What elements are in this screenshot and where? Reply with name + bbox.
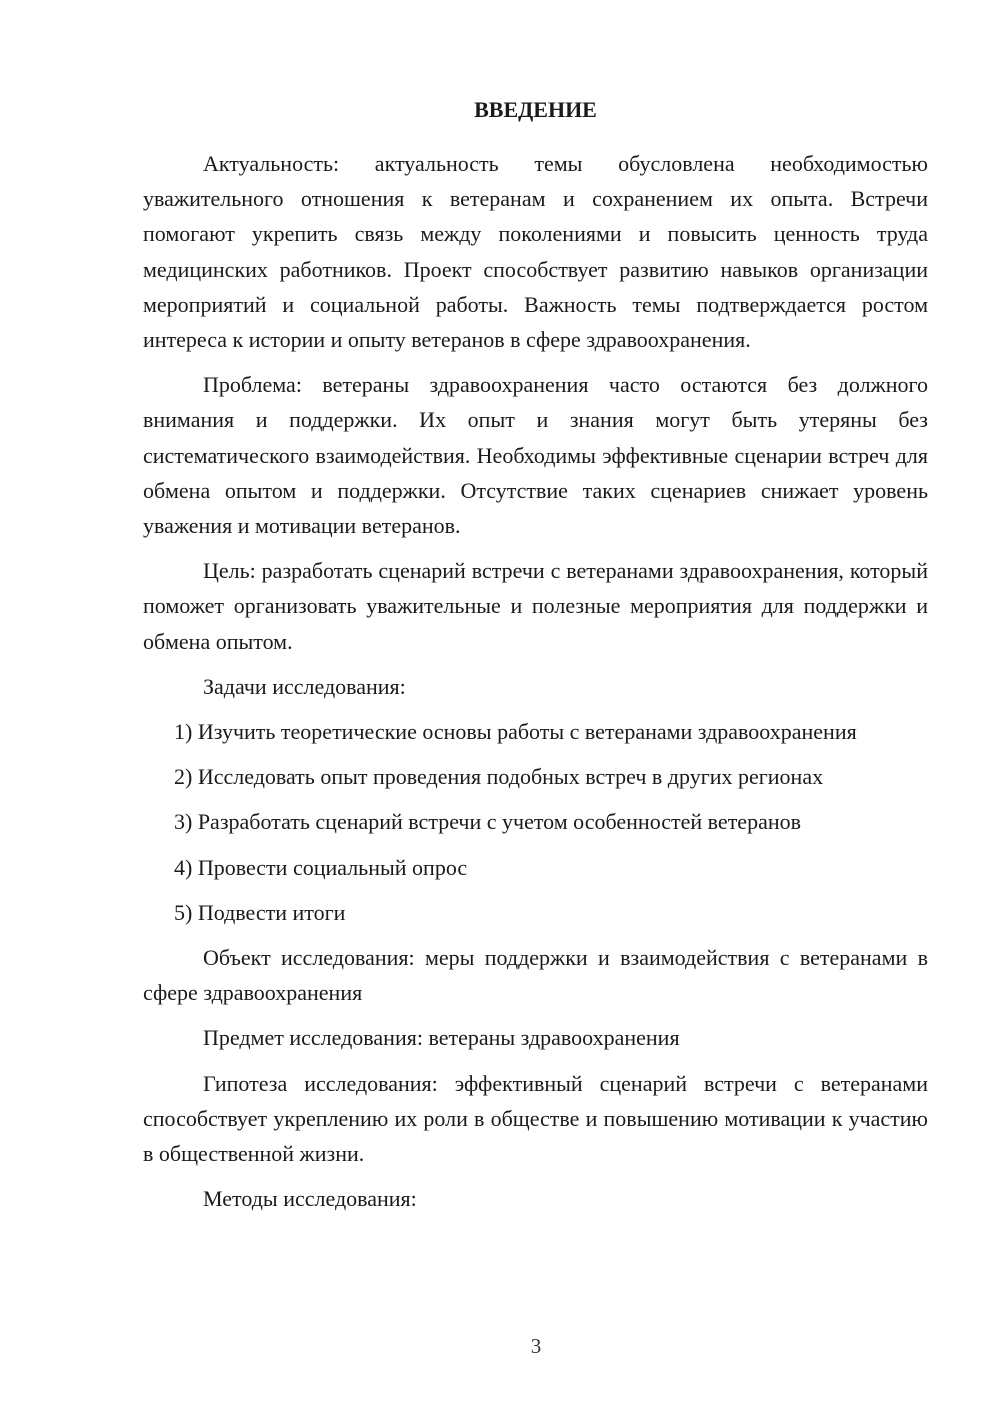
task-item-2: 2) Исследовать опыт проведения подобных встреч в других регионах (174, 764, 824, 790)
task-item-4: 4) Провести социальный опрос (174, 854, 468, 880)
document-page (143, 92, 928, 1226)
relevance-paragraph: Актуальность: актуальность темы обусловлена необходимостью уважительного отношения к ветеранам и сохранением их опыта. Встречи помогают укрепить связь между поколениями и повысить ценность труда медицинских работников. Проект способствует развитию навыков организации мероприятий и социальной работы. Важность темы подтверждается ростом интереса к истории и опыту ветеранов в сфере здравоохранения. (143, 151, 928, 353)
problem-paragraph: Проблема: ветераны здравоохранения часто остаются без должного внимания и поддержки. Их опыт и знания могут быть утеряны без систематического взаимодействия. Необходимы эффективные сценарии встреч для обмена опытом и поддержки. Отсутствие таких сценариев снижает уровень уважения и мотивации ветеранов. (143, 372, 928, 539)
task-item-5: 5) Подвести итоги (174, 899, 346, 925)
page-number: 3 (530, 1334, 542, 1358)
task-item-3: 3) Разработать сценарий встречи с учетом особенностей ветеранов (174, 809, 801, 835)
goal-paragraph: Цель: разработать сценарий встречи с ветеранами здравоохранения, который поможет организовать уважительные и полезные мероприятия для поддержки и обмена опытом. (143, 558, 928, 654)
subject-paragraph: Предмет исследования: ветераны здравоохранения (203, 1025, 680, 1051)
page-title: ВВЕДЕНИЕ (474, 97, 597, 122)
task-item-1: 1) Изучить теоретические основы работы с ветеранами здравоохранения (174, 719, 857, 745)
tasks-heading: Задачи исследования: (203, 673, 406, 699)
object-paragraph: Объект исследования: меры поддержки и взаимодействия с ветеранами в сфере здравоохранения (143, 945, 928, 1006)
methods-paragraph: Методы исследования: (203, 1186, 417, 1212)
hypothesis-paragraph: Гипотеза исследования: эффективный сценарий встречи с ветеранами способствует укреплению их роли в обществе и повышению мотивации к участию в общественной жизни. (143, 1070, 928, 1167)
